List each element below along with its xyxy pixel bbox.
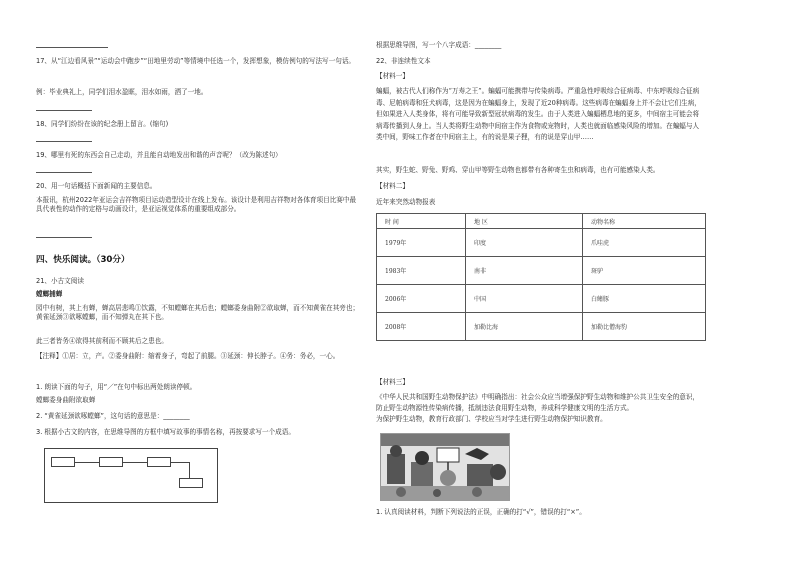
question-19: 19、哪里有死的东西会自己走动，并且能自动地发出和谐的声音呢？（改为陈述句）	[36, 151, 282, 159]
passage-text: 园中有树，其上有蝉，蝉高居悲鸣①饮露，不知螳螂在其后也；螳螂委身曲附②欲取蝉，而不知黄雀在其旁也；黄雀延颈③欲啄螳螂，而不知弹丸在其下也。	[36, 304, 360, 321]
passage-notes: 【注释】①居：立，产。②委身曲附：缩着身子，弯起了前腿。③延颈：伸长脖子。④务：务必，一心。	[36, 352, 340, 360]
answer-line	[36, 141, 92, 142]
question-17: 17、从“江边看风景”“运动会中跑步”“田地里劳动”等情境中任选一个，发挥想象，模仿例句的写法写一句话。	[36, 57, 356, 65]
connector	[171, 462, 189, 463]
passage-text-2: 此三者皆务④欲得其前利而不顾其后之患也。	[36, 337, 168, 345]
material-three-text-2: 为保护野生动物，教育行政部门、学校应当对学生进行野生动物保护知识教育。	[376, 415, 607, 423]
table-cell: 爪哇虎	[583, 229, 706, 257]
question-18: 18、同学们纷纷在该的纪念册上留言。(缩句)	[36, 120, 169, 128]
question-17-example: 例：毕业典礼上，同学们泪水盈眶，泪水如雨，洒了一地。	[36, 88, 208, 96]
question-21-3: 3. 根据小古文的内容，在思维导图的方框中填写故事的事情名称，再按要求写一个成语。	[36, 428, 295, 436]
table-row	[377, 229, 706, 257]
material-one-text: 蝙蝠，被古代人们称作为“万寿之王”。蝙蝠可能携带与传染病毒。严重急性呼吸综合征病毒、中东呼吸综合征病毒、尼帕病毒和狂犬病毒，这是因为在蝙蝠身上，发现了近20种病毒。这些病毒在蝙蝠身上并不会让它们生病，但如果进入人类身体，将有可能导致新型冠状病毒的发生。由于人类进入蝙蝠栖息地的更多，中间宿主可能会将病毒传播到人身上。当人类将野生动物中间宿主作为食物或宠物时，人类也就面临感染风险的增加。在蝙蝠与人类中间，野味工作者在中间宿主上，有的说是果子狸，有的说是穿山甲……	[376, 87, 701, 141]
table-header-cell: 动物名称	[583, 214, 706, 229]
passage-title: 螳螂捕蝉	[36, 290, 63, 298]
answer-line	[36, 172, 92, 173]
question-21-3-continued: 根据思维导图，写一个八字成语：________	[376, 41, 502, 49]
answer-line	[36, 47, 108, 48]
table-cell: 印度	[466, 229, 583, 257]
table-cell: 1983年	[377, 257, 466, 285]
mind-map-box-3[interactable]	[147, 457, 171, 467]
mind-map-box-2[interactable]	[99, 457, 123, 467]
mind-map-box-1[interactable]	[51, 457, 75, 467]
table-cell: 加勒比海	[466, 313, 583, 341]
question-22-1: 1. 认真阅读材料，判断下列说法的正误，正确的打“√”，错误的打“×”。	[376, 508, 586, 516]
answer-line	[36, 237, 92, 238]
question-21-2: 2. “黄雀延颈欲啄螳螂”，这句话的意思是：________	[36, 412, 190, 420]
connector	[75, 462, 99, 463]
table-row	[377, 257, 706, 285]
mind-map-diagram	[44, 448, 218, 503]
table-cell: 2008年	[377, 313, 466, 341]
extinct-animals-table	[376, 213, 706, 341]
table-header-row	[377, 214, 706, 229]
question-21-1-sentence: 螳螂委身曲附欲取蝉	[36, 396, 96, 404]
table-row	[377, 313, 706, 341]
material-three-text: 《中华人民共和国野生动物保护法》中明确指出：社会公众应当增强保护野生动物和维护公共卫生安全的意识，防止野生动物源性传染病传播，抵制违法食用野生动物，养成科学健康文明的生活方式。	[376, 393, 700, 412]
question-21: 21、小古文阅读	[36, 277, 84, 285]
table-cell: 白鳍豚	[583, 285, 706, 313]
connector	[189, 462, 190, 478]
illustration-graphic	[381, 434, 509, 500]
material-two-label: 【材料二】	[376, 182, 409, 190]
question-20-news: 本报讯，杭州2022年亚运会吉祥物项目运动造型设计在线上发布。该设计是利用吉祥物对各体育项目比赛中最具代表性的动作的定格与动画设计，是亚运视觉体系的重要组成部分。	[36, 196, 357, 213]
table-row	[377, 285, 706, 313]
connector	[123, 462, 147, 463]
material-one-tail: 其实，野生蛇、野兔、野鸡、穿山甲等野生动物也都带有各种寄生虫和病毒，也有可能感染人类。	[376, 166, 660, 174]
table-cell: 南非	[466, 257, 583, 285]
table-cell: 2006年	[377, 285, 466, 313]
table-cell: 中国	[466, 285, 583, 313]
question-22: 22、非连续性文本	[376, 57, 431, 65]
section-four-title: 四、快乐阅读。（30分）	[36, 255, 130, 265]
table-header-cell: 时 间	[377, 214, 466, 229]
table-cell: 加勒比僧海豹	[583, 313, 706, 341]
question-21-1: 1. 朗读下面的句子，用“／”在句中标出两处朗读停顿。	[36, 383, 197, 391]
table-cell: 斑驴	[583, 257, 706, 285]
wildlife-protection-illustration	[380, 433, 510, 501]
table-cell: 1979年	[377, 229, 466, 257]
answer-line	[36, 110, 92, 111]
table-header-cell: 地 区	[466, 214, 583, 229]
material-three-label: 【材料三】	[376, 378, 409, 386]
table-caption: 近年来突然动物报表	[376, 198, 436, 206]
question-20: 20、用一句话概括下面新闻的主要信息。	[36, 182, 157, 190]
material-one-label: 【材料一】	[376, 72, 409, 80]
mind-map-box-4[interactable]	[179, 478, 203, 488]
